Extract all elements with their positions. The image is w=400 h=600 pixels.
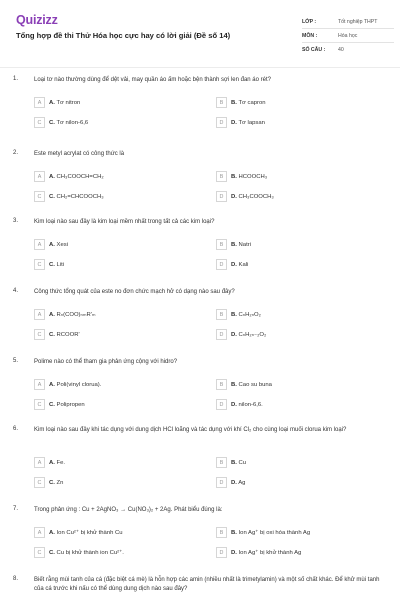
option-key: B. xyxy=(231,529,237,536)
option-key: C. xyxy=(49,331,55,338)
answer-option-a[interactable] xyxy=(34,171,104,182)
page-title: Tổng hợp đề thi Thử Hóa học cực hay có lời giải (Đề số 14) xyxy=(16,31,231,40)
question-text: Kim loại nào sau đây là kim loại mềm nhất trong tất cả các kim loại? xyxy=(34,219,215,225)
option-letter-box[interactable]: A xyxy=(34,457,45,468)
option-letter-box[interactable]: A xyxy=(34,527,45,538)
answer-option-d[interactable] xyxy=(216,477,245,488)
option-label xyxy=(231,242,251,248)
answer-option-d[interactable] xyxy=(216,547,301,558)
option-label xyxy=(231,100,266,106)
meta-table xyxy=(302,15,394,57)
option-label xyxy=(49,242,68,248)
answer-option-d[interactable] xyxy=(216,117,265,128)
answer-option-c[interactable] xyxy=(34,329,80,340)
option-key: A. xyxy=(49,99,55,106)
option-text: Ion Cu²⁺ bị khử thành Cu xyxy=(56,529,123,536)
option-label xyxy=(231,480,245,486)
option-label xyxy=(231,382,272,388)
option-key: B. xyxy=(231,99,237,106)
option-letter-box[interactable]: B xyxy=(216,457,227,468)
option-text: Ion Ag⁺ bị khử thành Ag xyxy=(238,549,302,556)
meta-label: MÔN : xyxy=(302,32,318,39)
option-text: HCOOCH₃ xyxy=(238,173,268,180)
answer-option-b[interactable] xyxy=(216,457,246,468)
option-text: Cu xyxy=(238,459,247,466)
option-text: Tơ nitron xyxy=(56,99,81,106)
answer-option-a[interactable] xyxy=(34,97,80,108)
option-label xyxy=(49,100,80,106)
option-text: Polipropen xyxy=(56,401,85,408)
option-text: Tơ lapsan xyxy=(238,119,265,126)
option-text: Tơ nilon-6,6 xyxy=(56,119,89,126)
option-letter-box[interactable]: B xyxy=(216,239,227,250)
option-label xyxy=(49,120,88,126)
answer-option-d[interactable] xyxy=(216,399,263,410)
option-letter-box[interactable]: A xyxy=(34,239,45,250)
quizizz-logo: Quizizz xyxy=(16,13,58,27)
option-key: A. xyxy=(49,459,55,466)
option-text: Cu bị khử thành ion Cu²⁺. xyxy=(56,549,124,556)
option-label xyxy=(49,460,65,466)
question-number: 1. xyxy=(13,76,19,82)
answer-option-b[interactable] xyxy=(216,309,261,320)
option-text: Liti xyxy=(56,261,65,268)
header-divider xyxy=(0,67,400,68)
answer-option-b[interactable] xyxy=(216,97,266,108)
question-text: Kim loại nào sau đây khi tác dụng với dung dịch HCl loãng và tác dụng với khí Cl₂ cho cùng loại muối clorua kim loại? xyxy=(34,427,347,433)
option-label xyxy=(49,262,64,268)
answer-option-c[interactable] xyxy=(34,547,124,558)
option-key: C. xyxy=(49,261,55,268)
option-label xyxy=(231,194,274,200)
option-key: C. xyxy=(49,549,55,556)
meta-row-count xyxy=(302,43,394,57)
question-number: 2. xyxy=(13,150,19,156)
option-label xyxy=(231,120,265,126)
option-letter-box[interactable]: C xyxy=(34,259,45,270)
option-letter-box[interactable]: A xyxy=(34,309,45,320)
option-label xyxy=(49,312,96,318)
option-key: B. xyxy=(231,459,237,466)
option-key: C. xyxy=(49,401,55,408)
answer-option-d[interactable] xyxy=(216,259,248,270)
option-text: Ion Ag⁺ bị oxi hóa thành Ag xyxy=(238,529,311,536)
question-text: Trong phản ứng : Cu + 2AgNO₃ → Cu(NO₃)₂ + 2Ag. Phát biểu đúng là: xyxy=(34,507,223,513)
answer-option-b[interactable] xyxy=(216,239,251,250)
option-letter-box[interactable]: D xyxy=(216,259,227,270)
option-key: D. xyxy=(231,119,237,126)
option-letter-box[interactable]: D xyxy=(216,191,227,202)
option-text: Fe. xyxy=(56,459,66,466)
option-label xyxy=(49,332,80,338)
answer-option-b[interactable] xyxy=(216,379,272,390)
answer-option-a[interactable] xyxy=(34,309,96,320)
answer-option-c[interactable] xyxy=(34,477,63,488)
question-text: Công thức tổng quát của este no đơn chức mạch hở có dạng nào sau đây? xyxy=(34,289,235,295)
option-text: Zn xyxy=(56,479,64,486)
option-label xyxy=(231,174,267,180)
option-key: D. xyxy=(231,331,237,338)
option-letter-box[interactable]: B xyxy=(216,171,227,182)
option-label xyxy=(49,530,123,536)
option-label xyxy=(231,312,261,318)
option-letter-box[interactable]: C xyxy=(34,477,45,488)
question-number: 8. xyxy=(13,576,19,582)
option-text: Rₙ(COO)ₙₘR'ₘ xyxy=(56,311,96,318)
option-label xyxy=(231,402,263,408)
meta-value: 40 xyxy=(338,47,344,53)
answer-option-d[interactable] xyxy=(216,191,274,202)
question-text: Biết rằng mùi tanh của cá (đặc biệt cá mè) là hỗn hợp các amin (nhiều nhất là trimetylamin) và một số chất khác. Để khử mùi tanh của cá trước khi nấu có thể dùng dung dịch nào sau đây? xyxy=(34,577,380,592)
option-key: B. xyxy=(231,381,237,388)
option-label xyxy=(49,550,124,556)
question-number: 4. xyxy=(13,288,19,294)
option-letter-box[interactable]: D xyxy=(216,117,227,128)
option-text: Xesi xyxy=(56,241,69,248)
option-label xyxy=(49,480,63,486)
option-label xyxy=(231,550,301,556)
option-key: B. xyxy=(231,311,237,318)
option-text: Kali xyxy=(238,261,249,268)
option-text: Tơ capron xyxy=(238,99,266,106)
option-label xyxy=(49,382,101,388)
option-letter-box[interactable]: B xyxy=(216,97,227,108)
option-letter-box[interactable]: C xyxy=(34,329,45,340)
answer-option-c[interactable] xyxy=(34,399,85,410)
option-letter-box[interactable]: B xyxy=(216,527,227,538)
question-text: Este metyl acrylat có công thức là xyxy=(34,151,125,157)
question-number: 7. xyxy=(13,506,19,512)
answer-option-b[interactable] xyxy=(216,527,310,538)
option-key: C. xyxy=(49,193,55,200)
option-text: CH₂=CHCOOCH₃ xyxy=(56,193,104,200)
option-key: C. xyxy=(49,479,55,486)
option-text: nilon-6,6. xyxy=(238,401,263,408)
option-key: B. xyxy=(231,241,237,248)
option-label xyxy=(49,194,104,200)
document-header xyxy=(0,0,400,68)
option-label xyxy=(231,262,248,268)
option-key: D. xyxy=(231,549,237,556)
option-text: Ag xyxy=(238,479,246,486)
option-letter-box[interactable]: D xyxy=(216,399,227,410)
option-letter-box[interactable]: A xyxy=(34,171,45,182)
option-letter-box[interactable]: C xyxy=(34,547,45,558)
option-key: C. xyxy=(49,119,55,126)
question-number: 6. xyxy=(13,426,19,432)
option-key: D. xyxy=(231,193,237,200)
answer-option-c[interactable] xyxy=(34,191,104,202)
question-text: Polime nào có thể tham gia phản ứng cộng với hidro? xyxy=(34,359,178,365)
answer-option-c[interactable] xyxy=(34,259,64,270)
option-text: Natri xyxy=(238,241,251,248)
question-number: 3. xyxy=(13,218,19,224)
meta-row-subject xyxy=(302,29,394,43)
meta-label: LỚP : xyxy=(302,18,317,25)
answer-option-a[interactable] xyxy=(34,239,68,250)
option-label xyxy=(231,460,246,466)
option-text: CₙH₂ₙO₂ xyxy=(238,311,261,318)
option-letter-box[interactable]: B xyxy=(216,309,227,320)
answer-option-c[interactable] xyxy=(34,117,88,128)
answer-option-a[interactable] xyxy=(34,527,123,538)
option-key: A. xyxy=(49,529,55,536)
option-letter-box[interactable]: A xyxy=(34,97,45,108)
option-letter-box[interactable]: D xyxy=(216,477,227,488)
option-letter-box[interactable]: C xyxy=(34,399,45,410)
option-key: A. xyxy=(49,241,55,248)
answer-option-a[interactable] xyxy=(34,457,65,468)
option-letter-box[interactable]: C xyxy=(34,191,45,202)
option-text: Cao su buna xyxy=(238,381,272,388)
option-key: A. xyxy=(49,311,55,318)
option-label xyxy=(49,174,104,180)
option-key: D. xyxy=(231,479,237,486)
option-letter-box[interactable]: C xyxy=(34,117,45,128)
option-label xyxy=(231,530,310,536)
option-letter-box[interactable]: D xyxy=(216,329,227,340)
option-key: B. xyxy=(231,173,237,180)
option-letter-box[interactable]: A xyxy=(34,379,45,390)
option-text: RCOOR' xyxy=(56,331,80,338)
meta-value: Tốt nghiệp THPT xyxy=(338,18,378,25)
option-text: CₙH₂ₙ₋₂O₂ xyxy=(238,331,267,338)
option-key: A. xyxy=(49,173,55,180)
option-key: A. xyxy=(49,381,55,388)
option-letter-box[interactable]: D xyxy=(216,547,227,558)
option-key: D. xyxy=(231,261,237,268)
meta-value: Hóa học xyxy=(338,32,358,39)
answer-option-a[interactable] xyxy=(34,379,101,390)
option-text: Poli(vinyl clorua). xyxy=(56,381,102,388)
option-text: CH₃COOCH₃ xyxy=(238,193,274,200)
meta-row-class xyxy=(302,15,394,29)
option-letter-box[interactable]: B xyxy=(216,379,227,390)
option-label xyxy=(49,402,85,408)
option-key: D. xyxy=(231,401,237,408)
question-number: 5. xyxy=(13,358,19,364)
option-text: CH₃COOCH=CH₂ xyxy=(56,173,104,180)
answer-option-d[interactable] xyxy=(216,329,266,340)
question-text: Loại tơ nào thường dùng để dệt vải, may quần áo ấm hoặc bện thành sợi len đan áo rét? xyxy=(34,77,271,83)
meta-label: SỐ CÂU : xyxy=(302,47,326,53)
option-label xyxy=(231,332,266,338)
answer-option-b[interactable] xyxy=(216,171,267,182)
